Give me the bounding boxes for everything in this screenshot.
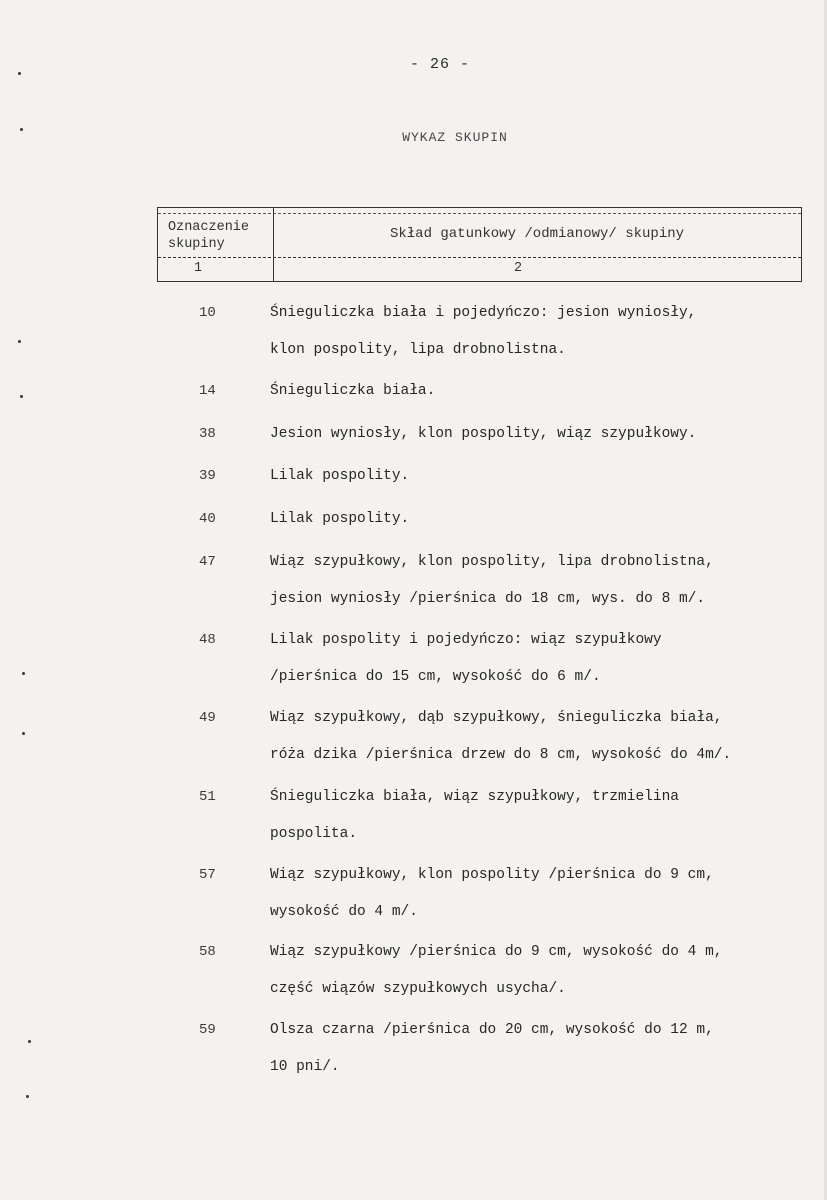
group-code: 49 bbox=[199, 710, 216, 726]
header-top-rule bbox=[158, 213, 801, 214]
composition-line: /pierśnica do 15 cm, wysokość do 6 m/. bbox=[270, 669, 601, 685]
composition-line: pospolita. bbox=[270, 826, 358, 842]
composition-line: Wiąz szypułkowy, klon pospolity /pierśnica do 9 cm, bbox=[270, 867, 714, 883]
group-composition bbox=[270, 1012, 825, 1086]
composition-line: Śnieguliczka biała. bbox=[270, 383, 436, 399]
composition-line: Wiąz szypułkowy /pierśnica do 9 cm, wysokość do 4 m, bbox=[270, 944, 723, 960]
group-code: 10 bbox=[199, 305, 216, 321]
page-title: WYKAZ SKUPIN bbox=[402, 130, 508, 145]
group-code: 14 bbox=[199, 383, 216, 399]
margin-speck bbox=[26, 1095, 29, 1098]
group-composition bbox=[270, 295, 825, 369]
column-1-number: 1 bbox=[194, 261, 203, 276]
margin-speck bbox=[22, 672, 25, 675]
group-composition bbox=[270, 779, 825, 853]
composition-line: Wiąz szypułkowy, dąb szypułkowy, śnieguliczka biała, bbox=[270, 710, 723, 726]
page-number: - 26 - bbox=[409, 56, 470, 73]
group-code: 57 bbox=[199, 867, 216, 883]
group-code: 58 bbox=[199, 944, 216, 960]
group-code: 51 bbox=[199, 789, 216, 805]
group-code: 59 bbox=[199, 1022, 216, 1038]
column-1-header: Oznaczenie skupiny bbox=[168, 220, 250, 252]
composition-line: Jesion wyniosły, klon pospolity, wiąz szypułkowy. bbox=[270, 426, 697, 442]
group-composition bbox=[270, 622, 825, 696]
composition-line: część wiązów szypułkowych usycha/. bbox=[270, 981, 566, 997]
group-composition bbox=[270, 544, 825, 618]
group-composition bbox=[270, 700, 825, 774]
group-composition bbox=[270, 934, 825, 1008]
group-code: 39 bbox=[199, 468, 216, 484]
composition-line: Lilak pospolity. bbox=[270, 468, 410, 484]
composition-line: Wiąz szypułkowy, klon pospolity, lipa drobnolistna, bbox=[270, 554, 714, 570]
composition-line: 10 pni/. bbox=[270, 1059, 340, 1075]
composition-line: wysokość do 4 m/. bbox=[270, 904, 418, 920]
composition-line: Lilak pospolity. bbox=[270, 511, 410, 527]
group-code: 47 bbox=[199, 554, 216, 570]
composition-line: Śnieguliczka biała i pojedyńczo: jesion wyniosły, bbox=[270, 305, 697, 321]
composition-line: róża dzika /pierśnica drzew do 8 cm, wysokość do 4m/. bbox=[270, 747, 732, 763]
group-composition bbox=[270, 501, 825, 538]
margin-speck bbox=[28, 1040, 31, 1043]
group-composition bbox=[270, 416, 825, 453]
table-header bbox=[157, 207, 802, 282]
group-code: 40 bbox=[199, 511, 216, 527]
header-number-divider bbox=[158, 257, 801, 258]
group-code: 38 bbox=[199, 426, 216, 442]
column-2-number: 2 bbox=[513, 261, 523, 276]
composition-line: jesion wyniosły /pierśnica do 18 cm, wys. do 8 m/. bbox=[270, 591, 706, 607]
margin-speck bbox=[18, 340, 21, 343]
margin-speck bbox=[22, 732, 25, 735]
group-composition bbox=[270, 857, 825, 931]
margin-speck bbox=[20, 395, 23, 398]
composition-line: klon pospolity, lipa drobnolistna. bbox=[270, 342, 566, 358]
composition-line: Olsza czarna /pierśnica do 20 cm, wysokość do 12 m, bbox=[270, 1022, 714, 1038]
group-composition bbox=[270, 373, 825, 410]
group-code: 48 bbox=[199, 632, 216, 648]
column-2-header: Skład gatunkowy /odmianowy/ skupiny bbox=[389, 226, 685, 242]
composition-line: Lilak pospolity i pojedyńczo: wiąz szypułkowy bbox=[270, 632, 662, 648]
composition-line: Śnieguliczka biała, wiąz szypułkowy, trzmielina bbox=[270, 789, 679, 805]
group-composition bbox=[270, 458, 825, 495]
